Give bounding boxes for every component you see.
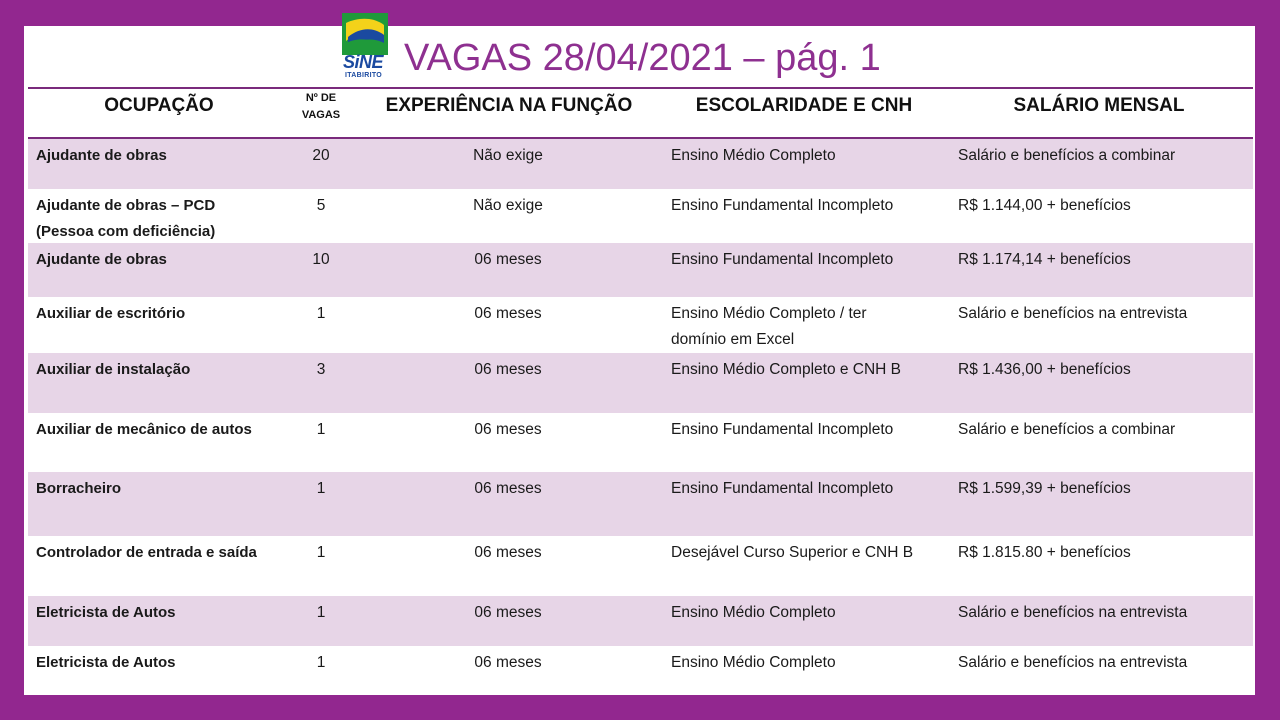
salary-cell: Salário e benefícios na entrevista bbox=[958, 604, 1188, 621]
occupation-cell bbox=[36, 600, 175, 626]
page-title: VAGAS 28/04/2021 – pág. 1 bbox=[404, 37, 881, 79]
vacancies-cell: 1 bbox=[316, 604, 326, 621]
salary-cell: R$ 1.174,14 + benefícios bbox=[958, 251, 1131, 268]
education-line1: Ensino Fundamental Incompleto bbox=[671, 480, 894, 497]
occupation-cell bbox=[36, 301, 185, 327]
table-row bbox=[28, 139, 1253, 189]
education-cell bbox=[671, 476, 893, 502]
vacancies-cell: 20 bbox=[312, 147, 330, 164]
vacancies-cell: 1 bbox=[316, 544, 326, 561]
vacancies-cell: 1 bbox=[316, 480, 326, 497]
occupation-line1: Auxiliar de mecânico de autos bbox=[36, 421, 252, 438]
logo-sine-text: SiNE bbox=[343, 52, 384, 72]
education-line2: domínio em Excel bbox=[671, 331, 795, 348]
table-row bbox=[28, 413, 1253, 472]
logo-city-text: ITABIRITO bbox=[345, 72, 383, 79]
vacancies-cell: 1 bbox=[316, 421, 326, 438]
occupation-line1: Eletricista de Autos bbox=[36, 604, 176, 621]
salary-cell: Salário e benefícios na entrevista bbox=[958, 305, 1188, 322]
salary-cell: Salário e benefícios na entrevista bbox=[958, 654, 1188, 671]
vacancies-cell: 1 bbox=[316, 305, 326, 322]
header-vacancies-line1: Nº DE bbox=[305, 92, 337, 104]
table-row bbox=[28, 189, 1253, 243]
header-top-rule bbox=[28, 87, 1253, 89]
experience-cell: Não exige bbox=[473, 197, 543, 214]
occupation-cell bbox=[36, 357, 190, 383]
education-cell bbox=[671, 417, 893, 443]
education-line1: Ensino Fundamental Incompleto bbox=[671, 421, 894, 438]
table-row bbox=[28, 243, 1253, 297]
occupation-line1: Ajudante de obras bbox=[36, 251, 167, 268]
education-cell bbox=[671, 143, 836, 169]
salary-cell: R$ 1.815.80 + benefícios bbox=[958, 544, 1131, 561]
education-cell bbox=[671, 540, 913, 566]
occupation-cell bbox=[36, 476, 121, 502]
occupation-cell bbox=[36, 650, 175, 676]
education-cell bbox=[671, 357, 901, 383]
experience-cell: 06 meses bbox=[474, 604, 542, 621]
vacancies-cell: 5 bbox=[316, 197, 326, 214]
education-line1: Ensino Fundamental Incompleto bbox=[671, 251, 894, 268]
education-line1: Ensino Médio Completo bbox=[671, 604, 836, 621]
table-row bbox=[28, 472, 1253, 536]
header-vacancies-line2: VAGAS bbox=[301, 109, 341, 121]
header-education: ESCOLARIDADE E CNH bbox=[695, 95, 913, 116]
occupation-cell bbox=[36, 143, 167, 169]
education-line1: Ensino Médio Completo bbox=[671, 654, 836, 671]
experience-cell: Não exige bbox=[473, 147, 543, 164]
experience-cell: 06 meses bbox=[474, 654, 542, 671]
table-row bbox=[28, 536, 1253, 596]
occupation-cell bbox=[36, 417, 252, 443]
occupation-cell bbox=[36, 193, 215, 245]
occupation-line1: Ajudante de obras bbox=[36, 147, 167, 164]
vacancies-cell: 3 bbox=[316, 361, 326, 378]
education-cell bbox=[671, 193, 893, 219]
education-line1: Ensino Médio Completo e CNH B bbox=[671, 361, 902, 378]
occupation-cell bbox=[36, 540, 257, 566]
sine-logo bbox=[342, 13, 388, 83]
occupation-line1: Eletricista de Autos bbox=[36, 654, 176, 671]
occupation-line1: Controlador de entrada e saída bbox=[36, 544, 257, 561]
salary-cell: Salário e benefícios a combinar bbox=[958, 147, 1176, 164]
education-cell bbox=[671, 301, 867, 353]
experience-cell: 06 meses bbox=[474, 305, 542, 322]
brazil-flag-icon bbox=[342, 13, 388, 55]
education-cell bbox=[671, 650, 836, 676]
education-cell bbox=[671, 247, 893, 273]
education-cell bbox=[671, 600, 836, 626]
salary-cell: Salário e benefícios a combinar bbox=[958, 421, 1176, 438]
header-salary: SALÁRIO MENSAL bbox=[1013, 95, 1185, 116]
table-row bbox=[28, 297, 1253, 353]
header-occupation: OCUPAÇÃO bbox=[104, 95, 214, 116]
slide bbox=[24, 26, 1255, 695]
experience-cell: 06 meses bbox=[474, 480, 542, 497]
header-experience: EXPERIÊNCIA NA FUNÇÃO bbox=[385, 95, 633, 116]
occupation-line1: Auxiliar de instalação bbox=[36, 361, 191, 378]
vacancies-cell: 10 bbox=[312, 251, 330, 268]
table-row bbox=[28, 353, 1253, 413]
experience-cell: 06 meses bbox=[474, 361, 542, 378]
header-vacancies bbox=[286, 90, 356, 124]
occupation-line2: (Pessoa com deficiência) bbox=[36, 223, 216, 240]
salary-cell: R$ 1.599,39 + benefícios bbox=[958, 480, 1131, 497]
education-line1: Ensino Médio Completo bbox=[671, 147, 836, 164]
experience-cell: 06 meses bbox=[474, 421, 542, 438]
occupation-line1: Borracheiro bbox=[36, 480, 122, 497]
education-line1: Ensino Médio Completo / ter bbox=[671, 305, 867, 322]
salary-cell: R$ 1.144,00 + benefícios bbox=[958, 197, 1131, 214]
education-line1: Desejável Curso Superior e CNH B bbox=[671, 544, 914, 561]
occupation-cell bbox=[36, 247, 167, 273]
table-row bbox=[28, 646, 1253, 695]
vacancies-cell: 1 bbox=[316, 654, 326, 671]
education-line1: Ensino Fundamental Incompleto bbox=[671, 197, 894, 214]
occupation-line1: Auxiliar de escritório bbox=[36, 305, 186, 322]
experience-cell: 06 meses bbox=[474, 251, 542, 268]
table-row bbox=[28, 596, 1253, 646]
salary-cell: R$ 1.436,00 + benefícios bbox=[958, 361, 1131, 378]
occupation-line1: Ajudante de obras – PCD bbox=[36, 197, 216, 214]
experience-cell: 06 meses bbox=[474, 544, 542, 561]
